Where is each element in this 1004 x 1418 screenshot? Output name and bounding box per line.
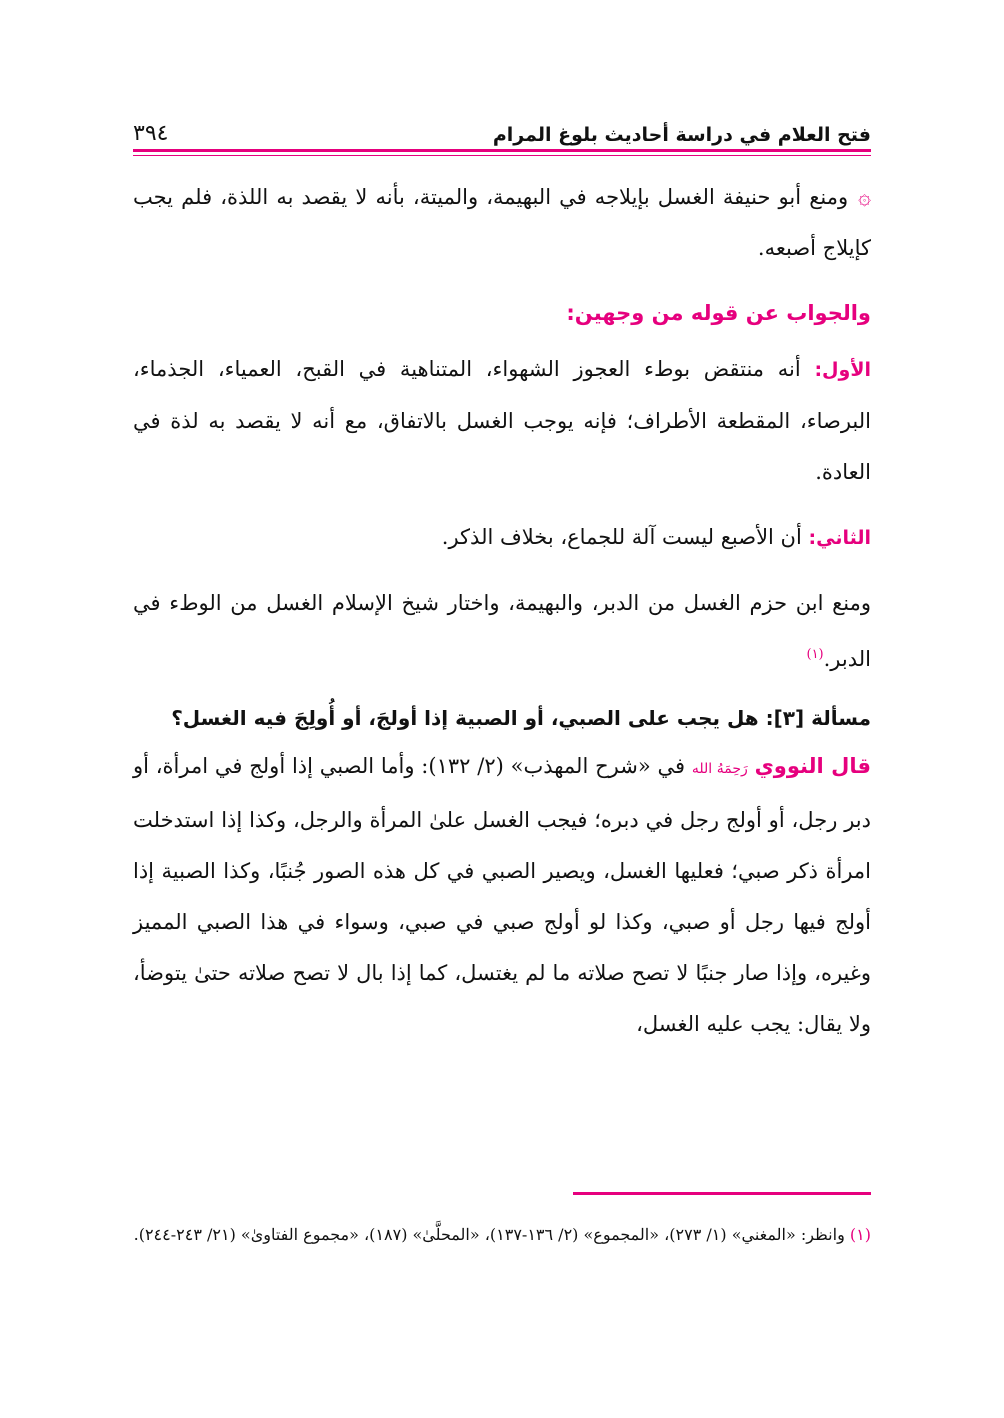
page-header (133, 112, 871, 146)
paragraph-text: ومنع أبو حنيفة الغسل بإيلاجه في البهيمة، والميتة، بأنه لا يقصد به اللذة، فلم يجب كإيلاج أصبعه. (133, 185, 871, 260)
footnote-text: وانظر: «المغني» (١/ ٢٧٣)، «المجموع» (٢/ ١٣٦-١٣٧)، «المحلَّىٰ» (١٨٧)، «مجموع الفتاوىٰ» (٢١/ ٢٤٣-٢٤٤). (133, 1225, 845, 1244)
page-number: ٣٩٤ (133, 121, 169, 146)
footnote-marker[interactable]: (١) (806, 647, 824, 662)
paragraph-ibn-hazm (133, 578, 871, 685)
footnote (133, 1218, 871, 1251)
second-label: الثاني: (808, 527, 871, 549)
first-text: أنه منتقض بوطء العجوز الشهواء، المتناهية في القبح، العمياء، الجذماء، البرصاء، المقطعة الأطراف؛ فإنه يوجب الغسل بالاتفاق، مع أنه لا يقصد به لذة في العادة. (133, 357, 871, 484)
page-body (133, 172, 871, 1050)
question-heading: مسألة [٣]: هل يجب على الصبي، أو الصبية إذا أولجَ، أو أُولِجَ فيه الغسل؟ (171, 706, 871, 730)
section-heading: والجواب عن قوله من وجهين: (566, 301, 871, 325)
footnote-number: (١) (849, 1225, 871, 1244)
book-title: فتح العلام في دراسة أحاديث بلوغ المرام (492, 124, 871, 146)
nawawi-label: قال النووي (754, 754, 871, 778)
paragraph-abu-hanifa (133, 172, 871, 274)
paragraph-first-answer (133, 344, 871, 498)
paragraph-second-answer (133, 512, 871, 564)
header-rule-thin (133, 155, 871, 156)
nawawi-text: في «شرح المهذب» (٢/ ١٣٢): وأما الصبي إذا أولج في امرأة، أو دبر رجل، أو أولج رجل في دبره؛ فيجب الغسل علىٰ المرأة والرجل، وكذا إذا استدخلت امرأة ذكر صبي؛ فعليها الغسل، ويصير الصبي في كل هذه الصور جُنبًا، وكذا الصبية إذا أولج فيها رجل أو صبي، وكذا لو أولج صبي في صبي، وسواء في هذا الصبي المميز وغيره، وإذا صار جنبًا لا تصح صلاته ما لم يغتسل، كما إذا بال لا تصح صلاته حتىٰ يتوضأ، ولا يقال: يجب عليه الغسل، (133, 754, 871, 1036)
footnote-divider (573, 1192, 871, 1195)
honorific-glyph: رَحِمَهُ الله (691, 761, 748, 777)
header-rule-thick (133, 149, 871, 152)
paragraph-nawawi (133, 741, 871, 1050)
flower-ornament-icon: ۞ (858, 185, 871, 210)
second-text: أن الأصبع ليست آلة للجماع، بخلاف الذكر. (441, 525, 802, 549)
first-label: الأول: (814, 359, 871, 381)
ibn-hazm-text: ومنع ابن حزم الغسل من الدبر، والبهيمة، واختار شيخ الإسلام الغسل من الوطء في الدبر. (133, 591, 871, 671)
